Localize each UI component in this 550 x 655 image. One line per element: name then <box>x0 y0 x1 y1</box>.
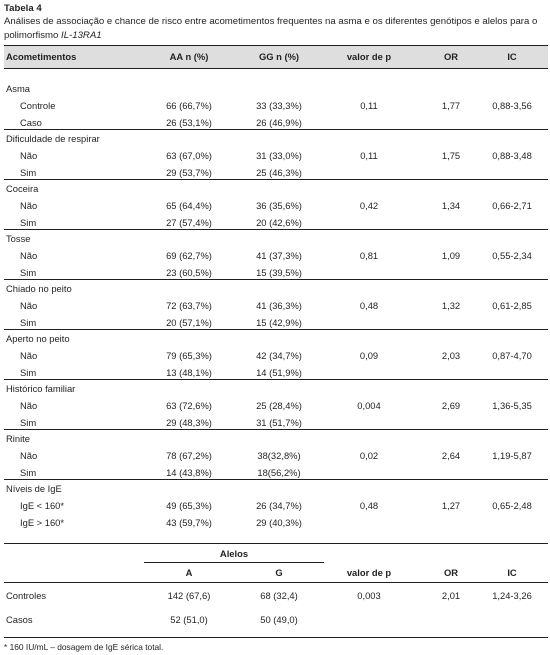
cell-gg: 25 (46,3%) <box>256 167 302 178</box>
cell-aa: 72 (63,7%) <box>166 300 212 311</box>
row-label: Controle <box>20 100 56 111</box>
cell-ic: 0,88-3,56 <box>492 100 532 111</box>
cell-gg: 15 (42,9%) <box>256 317 302 328</box>
cell-aa: 14 (43,8%) <box>166 467 212 478</box>
cell-aa: 23 (60,5%) <box>166 267 212 278</box>
row-label: Não <box>20 450 38 461</box>
cell-p-value: 0,004 <box>357 400 381 411</box>
header-ic: IC <box>507 51 517 62</box>
alleles-sub-line <box>144 562 324 563</box>
cell-aa: 63 (67,0%) <box>166 150 212 161</box>
row-label: Não <box>20 400 38 411</box>
cell-aa: 29 (53,7%) <box>166 167 212 178</box>
cell-ic: 0,87-4,70 <box>492 350 532 361</box>
cell-gg: 38(32,8%) <box>257 450 301 461</box>
row-label: Sim <box>20 367 37 378</box>
row-label: Não <box>20 300 38 311</box>
footnote: * 160 IU/mL – dosagem de IgE sérica total. <box>4 642 164 652</box>
allele-row-label: Controles <box>6 590 47 601</box>
group-divider <box>4 129 548 130</box>
allele-row-label: Casos <box>6 614 33 625</box>
cell-or: 2,69 <box>441 400 461 411</box>
cell-p-value: 0,02 <box>359 450 379 461</box>
allele-header-or: OR <box>443 567 459 578</box>
cell-p-value: 0,11 <box>360 150 378 161</box>
row-label: Sim <box>20 267 37 278</box>
table-caption <box>4 15 548 43</box>
allele-header-ic: IC <box>507 567 517 578</box>
cell-gg: 26 (34,7%) <box>256 500 302 511</box>
cell-aa: 29 (48,3%) <box>166 417 212 428</box>
cell-gg: 33 (33,3%) <box>256 100 302 111</box>
cell-ic: 1,19-5,87 <box>492 450 532 461</box>
row-label: IgE > 160* <box>20 517 65 528</box>
cell-gg: 36 (35,6%) <box>256 200 302 211</box>
allele-cell-a: 142 (67,6) <box>167 590 211 601</box>
row-label: Caso <box>20 117 42 128</box>
group-divider <box>4 479 548 480</box>
group-divider <box>4 229 548 230</box>
cell-gg: 18(56,2%) <box>257 467 301 478</box>
cell-p-value: 0,48 <box>359 500 379 511</box>
cell-gg: 15 (39,5%) <box>256 267 302 278</box>
allele-header-g: G <box>275 567 283 578</box>
group-divider <box>4 179 548 180</box>
group-title: Aperto no peito <box>6 333 70 344</box>
cell-or: 1,77 <box>441 100 461 111</box>
cell-ic: 0,66-2,71 <box>492 200 532 211</box>
row-label: Sim <box>20 317 37 328</box>
header-aa: AA n (%) <box>169 51 209 62</box>
allele-header-p: valor de p <box>346 567 392 578</box>
group-title: Rinite <box>6 433 30 444</box>
cell-gg: 25 (28,4%) <box>256 400 302 411</box>
cell-gg: 29 (40,3%) <box>256 517 302 528</box>
allele-cell-g: 68 (32,4) <box>260 590 298 601</box>
table-title: Tabela 4 <box>4 3 42 14</box>
group-title: Chiado no peito <box>6 283 72 294</box>
group-title: Dificuldade de respirar <box>6 133 100 144</box>
header-p: valor de p <box>346 51 392 62</box>
cell-aa: 66 (66,7%) <box>166 100 212 111</box>
group-title: Asma <box>6 83 30 94</box>
alleles-top-line <box>4 543 548 544</box>
cell-aa: 65 (64,4%) <box>166 200 212 211</box>
cell-aa: 69 (62,7%) <box>166 250 212 261</box>
row-label: Não <box>20 350 38 361</box>
cell-ic: 0,88-3,48 <box>492 150 532 161</box>
cell-or: 1,34 <box>441 200 461 211</box>
cell-gg: 42 (34,7%) <box>256 350 302 361</box>
allele-cell-a: 52 (51,0) <box>170 614 208 625</box>
cell-ic: 0,61-2,85 <box>492 300 532 311</box>
cell-aa: 63 (72,6%) <box>166 400 212 411</box>
cell-gg: 31 (51,7%) <box>256 417 302 428</box>
cell-aa: 20 (57,1%) <box>166 317 212 328</box>
group-title: Coceira <box>6 183 39 194</box>
row-label: IgE < 160* <box>20 500 65 511</box>
group-divider <box>4 329 548 330</box>
cell-gg: 31 (33,0%) <box>256 150 302 161</box>
header-acometimentos: Acometimentos <box>6 51 77 62</box>
row-label: Sim <box>20 217 37 228</box>
cell-p-value: 0,42 <box>359 200 379 211</box>
cell-p-value: 0,09 <box>359 350 379 361</box>
header-gg: GG n (%) <box>258 51 300 62</box>
cell-or: 1,32 <box>441 300 461 311</box>
row-label: Não <box>20 200 38 211</box>
cell-ic: 0,65-2,48 <box>492 500 532 511</box>
cell-or: 1,27 <box>441 500 461 511</box>
header-or: OR <box>443 51 459 62</box>
cell-aa: 13 (48,1%) <box>166 367 212 378</box>
data-table <box>4 45 548 637</box>
cell-gg: 41 (36,3%) <box>256 300 302 311</box>
cell-ic: 0,55-2,34 <box>492 250 532 261</box>
group-divider <box>4 279 548 280</box>
cell-gg: 41 (37,3%) <box>256 250 302 261</box>
row-label: Não <box>20 250 38 261</box>
cell-p-value: 0,48 <box>359 300 379 311</box>
group-title: Histórico familiar <box>6 383 76 394</box>
cell-aa: 49 (65,3%) <box>166 500 212 511</box>
cell-aa: 78 (67,2%) <box>166 450 212 461</box>
table-bottom-line <box>4 637 548 638</box>
cell-gg: 14 (51,9%) <box>256 367 302 378</box>
row-label: Sim <box>20 417 37 428</box>
cell-p-value: 0,81 <box>359 250 379 261</box>
cell-aa: 26 (53,1%) <box>166 117 212 128</box>
cell-aa: 27 (57,4%) <box>166 217 212 228</box>
group-divider <box>4 379 548 380</box>
row-label: Sim <box>20 167 37 178</box>
cell-or: 2,64 <box>441 450 461 461</box>
cell-or: 1,09 <box>441 250 461 261</box>
cell-gg: 26 (46,9%) <box>256 117 302 128</box>
cell-or: 2,03 <box>441 350 461 361</box>
caption-gene: IL-13RA1 <box>61 30 102 41</box>
cell-aa: 79 (65,3%) <box>166 350 212 361</box>
allele-cell-p: 0,003 <box>357 590 381 601</box>
alleles-header-line <box>4 582 548 583</box>
caption-text: Análises de associação e chance de risco entre acometimentos frequentes na asma e os diferentes genótipos e alelos para o polimorfismo <box>4 16 538 41</box>
allele-header-a: A <box>185 567 193 578</box>
cell-or: 1,75 <box>441 150 461 161</box>
allele-cell-ic: 1,24-3,26 <box>492 590 532 601</box>
cell-gg: 20 (42,6%) <box>256 217 302 228</box>
row-label: Sim <box>20 467 37 478</box>
group-divider <box>4 429 548 430</box>
row-label: Não <box>20 150 38 161</box>
alleles-title: Alelos <box>219 548 249 559</box>
allele-cell-or: 2,01 <box>441 590 461 601</box>
allele-cell-g: 50 (49,0) <box>260 614 298 625</box>
cell-ic: 1,36-5,35 <box>492 400 532 411</box>
cell-aa: 43 (59,7%) <box>166 517 212 528</box>
group-title: Tosse <box>6 233 31 244</box>
cell-p-value: 0,11 <box>360 100 378 111</box>
group-title: Níveis de IgE <box>6 483 62 494</box>
